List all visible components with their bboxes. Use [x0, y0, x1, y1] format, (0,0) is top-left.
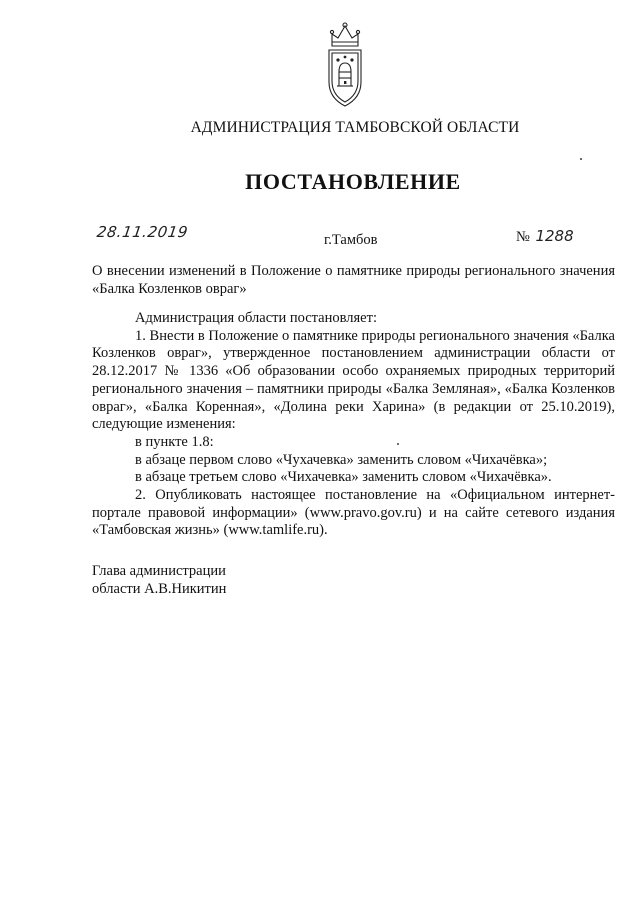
signature-name: области А.В.Никитин	[92, 580, 227, 597]
scan-speck	[397, 443, 399, 445]
number-sign: №	[516, 229, 530, 245]
document-number	[516, 227, 574, 246]
city: г.Тамбов	[324, 232, 378, 248]
document-body	[92, 310, 615, 540]
tambov-coat-of-arms-icon	[322, 20, 368, 112]
handwritten-number: 1288	[535, 227, 574, 245]
document-subject: О внесении изменений в Положение о памятнике природы регионального значения «Балка Козленков овраг»	[92, 263, 615, 297]
change-2: в абзаце третьем слово «Чихачевка» заменить словом «Чихачёвка».	[135, 469, 552, 486]
item-2: 2. Опубликовать настоящее постановление на «Официальном интернет-портале правовой информации» (www.pravo.gov.ru) и на сайте сетевого издания «Тамбовская жизнь» (www.tamlife.ru).	[92, 487, 615, 539]
document-title: ПОСТАНОВЛЕНИЕ	[245, 169, 461, 194]
item-1: 1. Внести в Положение о памятнике природы регионального значения «Балка Козленков овраг», утвержденное постановлением администрации области от 28.12.2017 № 1336 «Об образовании особо охраняемых природных территорий регионального значения – памятники природы «Балка Земляная», «Балка Козленков овраг», «Балка Коренная», «Долина реки Харина» (в редакции от 25.10.2019), следующие изменения:	[92, 327, 615, 433]
signature-title: Глава администрации	[92, 563, 226, 579]
point-text: в пункте 1.8:	[135, 433, 214, 450]
change-1: в абзаце первом слово «Чухачевка» заменить словом «Чихачёвка»;	[135, 451, 548, 468]
signature-block	[92, 563, 226, 598]
handwritten-date: 28.11.2019	[95, 223, 190, 241]
scan-speck	[580, 158, 582, 160]
organization-name: АДМИНИСТРАЦИЯ ТАМБОВСКОЙ ОБЛАСТИ	[190, 119, 520, 136]
intro-text: Администрация области постановляет:	[135, 310, 377, 326]
